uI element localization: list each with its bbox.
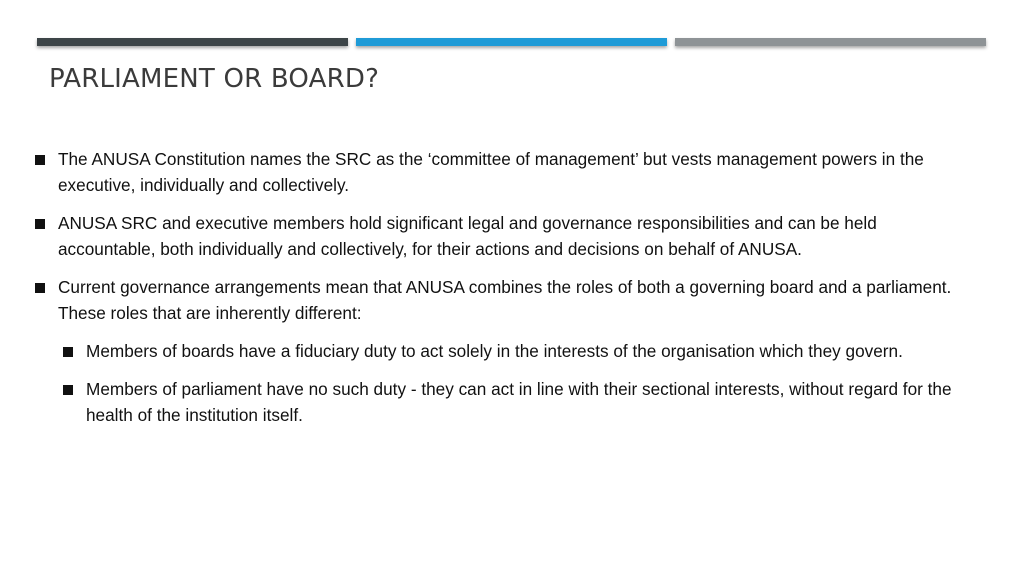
bullet-text: Members of parliament have no such duty - they can act in line with their sectional interests, without regard for the health of the institution itself. <box>86 379 952 425</box>
bullet-text: Members of boards have a fiduciary duty to act solely in the interests of the organisation which they govern. <box>86 341 903 361</box>
accent-bar-dark <box>37 38 348 46</box>
square-bullet-icon <box>35 283 45 293</box>
slide-title: PARLIAMENT OR BOARD? <box>49 64 380 94</box>
bullet-item-2 <box>32 210 972 262</box>
bullet-list <box>32 146 972 440</box>
accent-bar-gray <box>675 38 986 46</box>
square-bullet-icon <box>63 347 73 357</box>
bullet-text: The ANUSA Constitution names the SRC as the ‘committee of management’ but vests management powers in the executive, individually and collectively. <box>58 149 924 195</box>
bullet-text: Current governance arrangements mean that ANUSA combines the roles of both a governing board and a parliament. These roles that are inherently different: <box>58 277 952 323</box>
bullet-item-1 <box>32 146 972 198</box>
square-bullet-icon <box>63 385 73 395</box>
accent-bar-blue <box>356 38 667 46</box>
bullet-item-3 <box>32 274 972 326</box>
sub-bullet-item-2 <box>32 376 972 428</box>
sub-bullet-item-1 <box>32 338 972 364</box>
bullet-text: ANUSA SRC and executive members hold significant legal and governance responsibilities and can be held accountable, both individually and collectively, for their actions and decisions on behalf of ANUSA. <box>58 213 877 259</box>
square-bullet-icon <box>35 219 45 229</box>
square-bullet-icon <box>35 155 45 165</box>
